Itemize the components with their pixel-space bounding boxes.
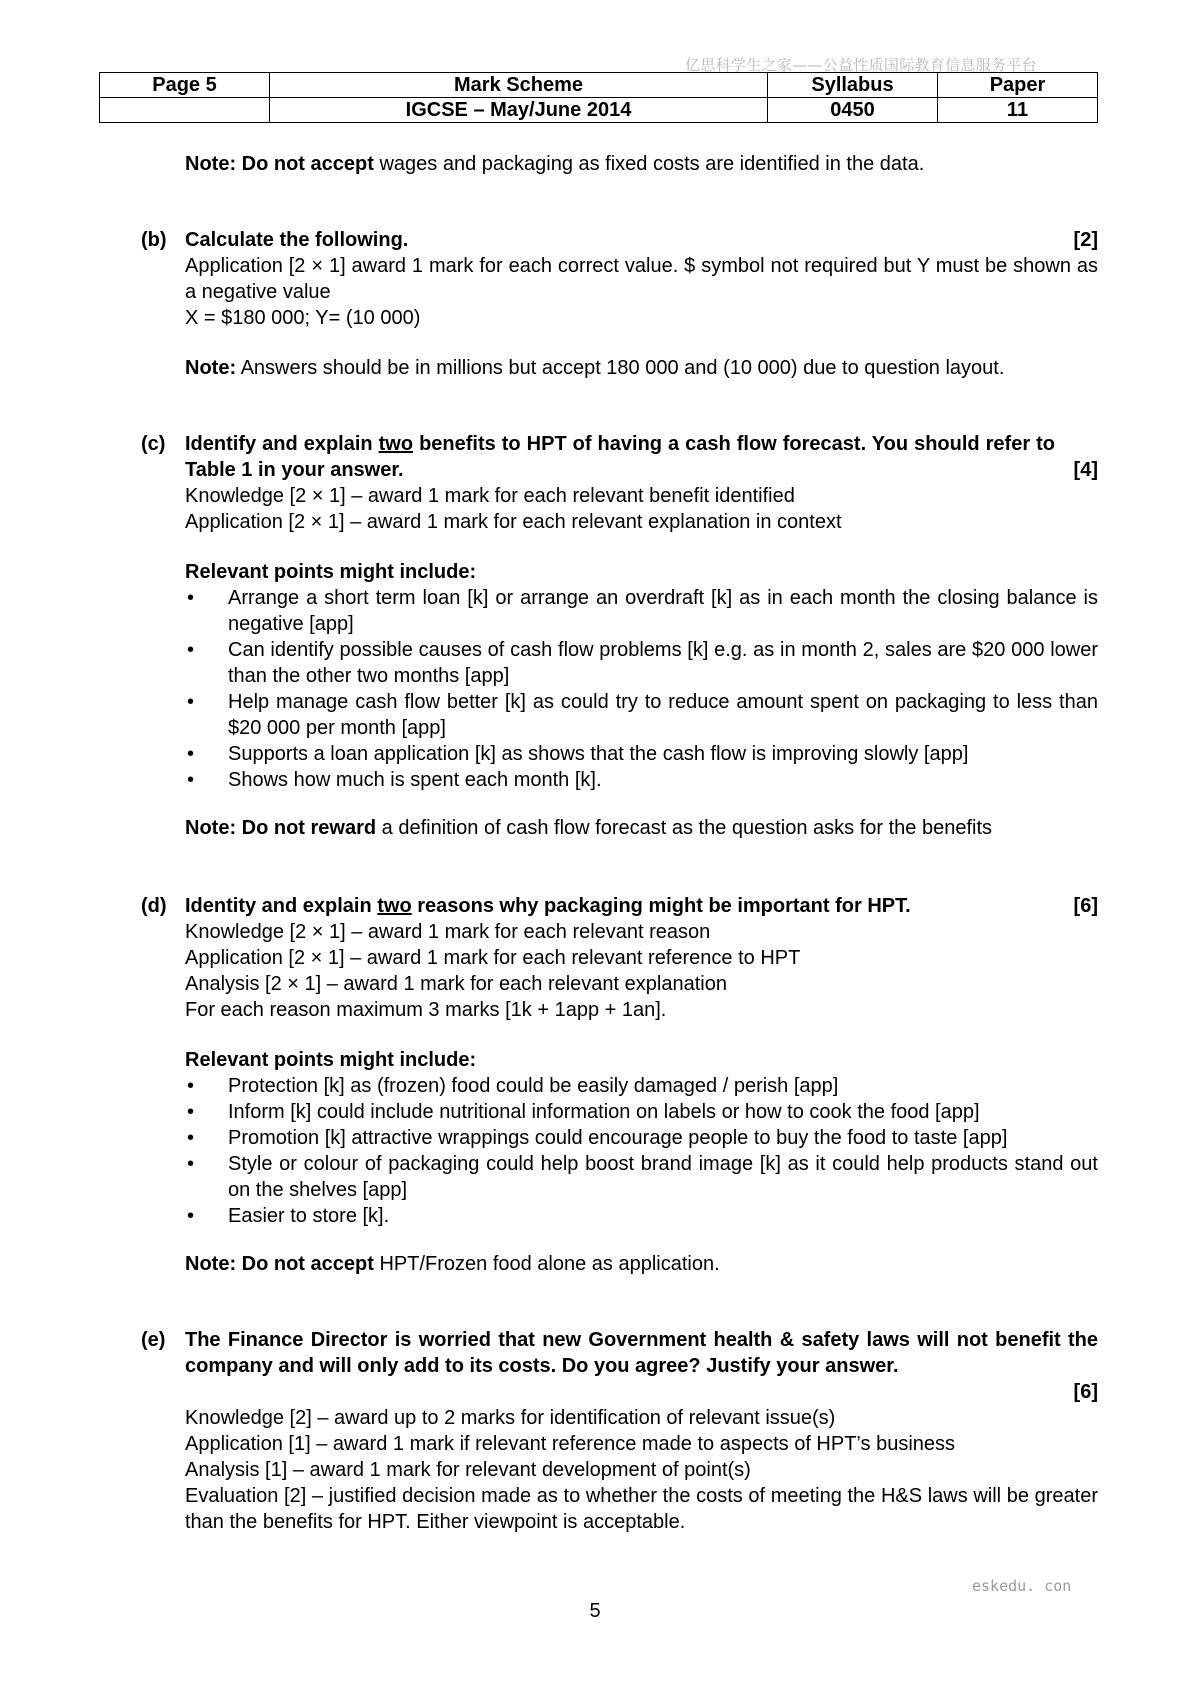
d-points-title: Relevant points might include: [185,1049,477,1071]
marks-d: [6] [1073,895,1098,917]
marks-e: [6] [1073,1381,1098,1403]
list-item: • Supports a loan application [k] as shows that the cash flow is improving slowly [app] [185,741,1098,767]
list-item: • Style or colour of packaging could help boost brand image [k] as it could help products stand out on the shelves [app] [185,1151,1098,1203]
question-b: Calculate the following. [185,229,409,251]
list-item: • Inform [k] could include nutritional information on labels or how to cook the food [app] [185,1099,1098,1125]
marks-c: [4] [1073,459,1098,481]
d-max: For each reason maximum 3 marks [1k + 1app + 1an]. [185,999,667,1021]
question-e: The Finance Director is worried that new Government health & safety laws will not benefit the company and will only add to its costs. Do you agree? Justify your answer. [185,1329,1098,1377]
empty-cell [100,98,270,123]
list-item: • Easier to store [k]. [185,1203,1098,1229]
footer-site-text: eskedu. con [972,1577,1072,1595]
list-item: • Promotion [k] attractive wrappings could encourage people to buy the food to taste [app] [185,1125,1098,1151]
c-application: Application [2 × 1] – award 1 mark for each relevant explanation in context [185,511,842,533]
syllabus-label-cell: Syllabus [768,73,938,98]
exam-cell: IGCSE – May/June 2014 [270,98,768,123]
header-table [99,72,1098,123]
label-c: (c) [141,433,166,455]
list-item: • Arrange a short term loan [k] or arrange an overdraft [k] as in each month the closing balance is negative [app] [185,585,1098,637]
c-points-list [185,585,1098,793]
d-application: Application [2 × 1] – award 1 mark for each relevant reference to HPT [185,947,801,969]
list-item: • Can identify possible causes of cash flow problems [k] e.g. as in month 2, sales are $20 000 lower than the other two months [app] [185,637,1098,689]
question-c: Identify and explain two benefits to HPT of having a cash flow forecast. You should refer to Table 1 in your answer. [185,433,1055,481]
b-note: Note: Answers should be in millions but accept 180 000 and (10 000) due to question layout. [185,357,1005,379]
c-note: Note: Do not reward a definition of cash flow forecast as the question asks for the benefits [185,817,993,839]
title-cell: Mark Scheme [270,73,768,98]
list-item: • Shows how much is spent each month [k]. [185,767,1098,793]
e-application: Application [1] – award 1 mark if relevant reference made to aspects of HPT’s business [185,1433,956,1455]
page-cell: Page 5 [100,73,270,98]
e-knowledge: Knowledge [2] – award up to 2 marks for identification of relevant issue(s) [185,1407,836,1429]
paper-label-cell: Paper [938,73,1098,98]
syllabus-cell: 0450 [768,98,938,123]
b-application: Application [2 × 1] award 1 mark for each correct value. $ symbol not required but Y must be shown as a negative value [185,255,1098,303]
d-note: Note: Do not accept HPT/Frozen food alone as application. [185,1253,720,1275]
list-item: • Protection [k] as (frozen) food could be easily damaged / perish [app] [185,1073,1098,1099]
label-d: (d) [141,895,167,917]
d-points-list [185,1073,1098,1229]
c-knowledge: Knowledge [2 × 1] – award 1 mark for each relevant benefit identified [185,485,795,507]
note-a: Note: Do not accept wages and packaging as fixed costs are identified in the data. [185,153,925,175]
label-b: (b) [141,229,167,251]
e-analysis: Analysis [1] – award 1 mark for relevant development of point(s) [185,1459,751,1481]
c-points-title: Relevant points might include: [185,561,477,583]
question-d: Identity and explain two reasons why packaging might be important for HPT. [185,895,911,917]
d-knowledge: Knowledge [2 × 1] – award 1 mark for each relevant reason [185,921,711,943]
page-number: 5 [589,1600,601,1622]
d-analysis: Analysis [2 × 1] – award 1 mark for each relevant explanation [185,973,727,995]
marks-b: [2] [1073,229,1098,251]
label-e: (e) [141,1329,166,1351]
list-item: • Help manage cash flow better [k] as could try to reduce amount spent on packaging to less than $20 000 per month [app] [185,689,1098,741]
e-evaluation: Evaluation [2] – justified decision made as to whether the costs of meeting the H&S laws will be greater than the benefits for HPT. Either viewpoint is acceptable. [185,1485,1098,1533]
watermark-text: 亿思科学生之家——公益性质国际教育信息服务平台 [685,56,1037,74]
b-answer: X = $180 000; Y= (10 000) [185,307,421,329]
paper-cell: 11 [938,98,1098,123]
